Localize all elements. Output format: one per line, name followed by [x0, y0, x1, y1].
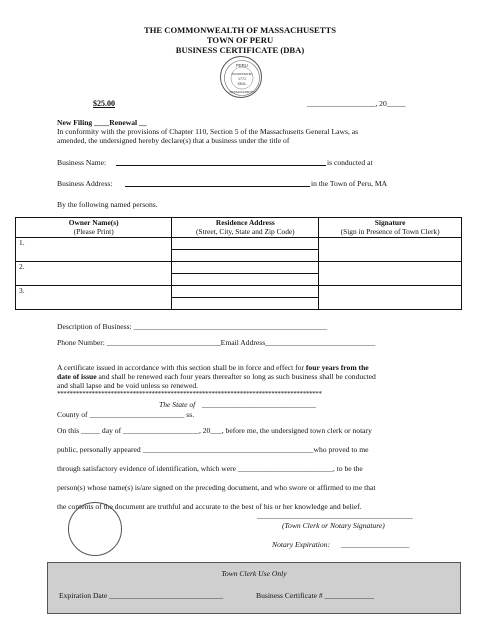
signature-sub: (Sign in Presence of Town Clerk): [340, 227, 440, 236]
owner-name-cell-2[interactable]: [16, 262, 172, 286]
clerk-box-title: Town Clerk Use Only: [221, 569, 287, 578]
residence-subline-1: [172, 238, 318, 250]
clerk-signature-label: (Town Clerk or Notary Signature): [282, 521, 385, 530]
table-row: [16, 262, 462, 286]
seal-year-text: 1771: [238, 77, 246, 81]
signature-header: [319, 218, 462, 238]
business-certificate-number-field[interactable]: Business Certificate # _____________: [256, 591, 374, 600]
notary-line-3: through satisfactory evidence of identification, which were _________________________, to be the: [57, 464, 363, 473]
row-number-1: 1.: [19, 238, 25, 247]
residence-cell-3[interactable]: [172, 286, 319, 310]
following-persons-text: By the following named persons.: [57, 200, 158, 209]
fee-amount: $25.00: [93, 99, 115, 108]
seal-bottom-text: MASSACHUSETTS: [229, 90, 255, 94]
county-field[interactable]: County of _________________________ ss.: [57, 410, 195, 419]
state-of-field[interactable]: ______________________________: [202, 400, 316, 409]
owner-name-header: [16, 218, 172, 238]
signature-cell-2[interactable]: [319, 262, 462, 286]
business-name-suffix: is conducted at: [327, 158, 373, 167]
owner-name-cell-1[interactable]: [16, 238, 172, 262]
town-seal: [220, 56, 262, 98]
residence-header: [172, 218, 319, 238]
residence-title: Residence Address: [215, 218, 275, 227]
business-address-suffix: in the Town of Peru, MA: [311, 179, 388, 188]
certificate-line-2-a: date of issue: [57, 372, 97, 381]
owners-table: [15, 217, 462, 310]
row-number-2: 2.: [19, 262, 25, 271]
seal-graphic: [221, 57, 262, 98]
notary-line-5: the contents of the document are truthful and accurate to the best of his or her knowledge and belief.: [57, 502, 362, 511]
notary-line-1: On this _____ day of ____________________, 20___, before me, the undersigned town clerk or notary: [57, 426, 372, 435]
residence-cell-2[interactable]: [172, 262, 319, 286]
business-address-field[interactable]: [125, 186, 310, 187]
table-row: [16, 286, 462, 310]
stars-divider: ************************************************************************************: [57, 390, 322, 398]
phone-email-field[interactable]: Phone Number: ______________________________Email Address_____________________________: [57, 338, 376, 347]
owner-name-cell-3[interactable]: [16, 286, 172, 310]
intro-line-1: In conformity with the provisions of Chapter 110, Section 5 of the Massachusetts General Laws, as: [57, 127, 359, 136]
business-name-field[interactable]: [116, 165, 326, 166]
business-address-label: Business Address:: [57, 179, 113, 188]
residence-subline-3: [172, 286, 318, 298]
header-line-1: THE COMMONWEALTH OF MASSACHUSETTS: [143, 25, 337, 35]
seal-word-text: SEAL: [237, 82, 247, 86]
business-name-label: Business Name:: [57, 158, 107, 167]
description-field[interactable]: Description of Business: ___________________________________________________: [57, 322, 328, 331]
notary-expiration-label: Notary Expiration:: [272, 540, 331, 549]
seal-mid-text: INCORPORATED: [231, 73, 253, 76]
certificate-line-1-b: four years from the: [305, 363, 369, 372]
date-field[interactable]: __________________, 20_____: [307, 99, 406, 108]
signature-cell-3[interactable]: [319, 286, 462, 310]
residence-subline-2: [172, 262, 318, 274]
owners-table-header: [16, 218, 462, 238]
expiration-date-field[interactable]: Expiration Date ______________________________: [59, 591, 224, 600]
certificate-line-2-b: and shall be renewed each four years thereafter so long as such business shall be conducted: [96, 372, 376, 381]
header-line-2: TOWN OF PERU: [206, 35, 274, 45]
certificate-line-1: [57, 363, 369, 372]
table-row: [16, 238, 462, 262]
filing-type[interactable]: New Filing ____Renewal __: [57, 118, 147, 127]
intro-line-2: amended, the undersigned hereby declare(s) that a business under the title of: [57, 136, 290, 145]
signature-cell-1[interactable]: [319, 238, 462, 262]
notary-expiration-field[interactable]: __________________: [341, 540, 410, 549]
state-of-label: The State of: [159, 400, 196, 409]
residence-sub: (Street, City, State and Zip Code): [195, 227, 295, 236]
certificate-line-2: [57, 372, 376, 381]
seal-top-text: PERU: [236, 63, 248, 68]
owner-name-title: Owner Name(s): [68, 218, 119, 227]
certificate-line-1-a: A certificate issued in accordance with this section shall be in force and effect for: [57, 363, 306, 372]
residence-cell-1[interactable]: [172, 238, 319, 262]
notary-line-4: person(s) whose name(s) is/are signed on the preceding document, and who swore or affirmed to me that: [57, 483, 376, 492]
header-line-3: BUSINESS CERTIFICATE (DBA): [175, 45, 305, 55]
clerk-signature-line[interactable]: _________________________________________: [257, 511, 413, 520]
signature-title: Signature: [374, 218, 406, 227]
row-number-3: 3.: [19, 286, 25, 295]
owner-name-sub: (Please Print): [73, 227, 114, 236]
notary-line-2: public, personally appeared _____________________________________________who proved to me: [57, 445, 369, 454]
notary-seal-circle: [68, 502, 122, 556]
town-clerk-box: [47, 562, 461, 614]
certificate-line-3: and shall lapse and be void unless so renewed.: [57, 381, 199, 390]
